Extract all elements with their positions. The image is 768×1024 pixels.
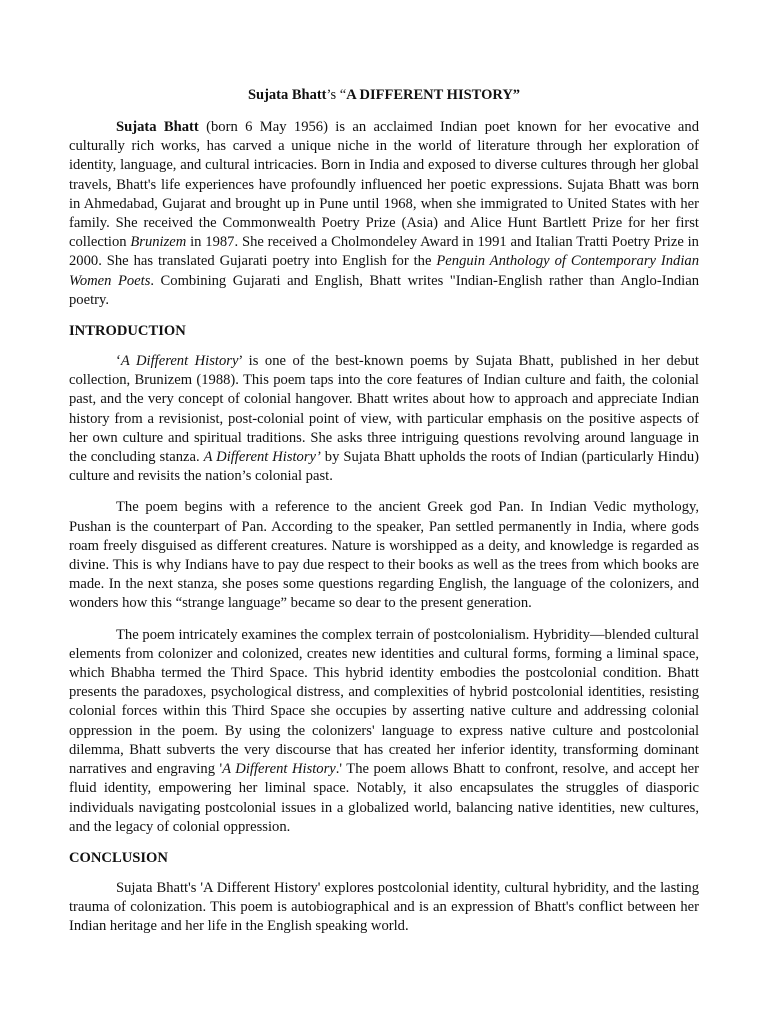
introduction-heading: INTRODUCTION <box>69 323 186 340</box>
title-work: A DIFFERENT HISTORY” <box>346 87 521 103</box>
introduction-paragraph-1 <box>69 352 699 486</box>
intro-author-name: Sujata Bhatt <box>116 119 199 135</box>
title-possessive: ’s “ <box>326 87 347 103</box>
intro-paragraph <box>69 118 699 310</box>
intro-text-2: in 1987. She received a Cholmondeley Award in 1991 and Italian Tratti Poetry Prize in 2000. She has translated Gujarati poetry into English for the <box>69 234 699 270</box>
intro-p3-text-1: The poem intricately examines the complex terrain of postcolonialism. Hybridity—blended cultural elements from colonizer and colonized, creates new identities and cultural forms, forming a liminal space, which Bhabha termed the Third Space. This hybrid identity embodies the postcolonial condition. Bhatt presents the paradoxes, psychological distress, and complexities of hybrid postcolonial identities, resisting colonial forces within this Third Space she occupies by asserting native culture and addressing colonial oppression in the poem. By using the colonizers' language to express native culture and postcolonial dilemma, Bhatt subverts the very discourse that has created her inferior identity, transforming dominant narratives and engraving ' <box>69 626 699 778</box>
intro-p1-text-1: ’ is one of the best-known poems by Sujata Bhatt, published in her debut collection, Brunizem (1988). This poem taps into the core features of Indian culture and faith, the colonial past, and the very concept of colonial hangover. Bhatt writes about how to approach and appreciate Indian history from a revisionist, post-colonial point of view, with particular emphasis on the positive aspects of her own culture and spiritual traditions. She asks three intriguing questions revolving around language in the concluding stanza. <box>69 353 699 466</box>
conclusion-paragraph: Sujata Bhatt's 'A Different History' explores postcolonial identity, cultural hybridity, and the lasting trauma of colonization. This poem is autobiographical and is an expression of Bhatt's conflict between her Indian heritage and her life in the English speaking world. <box>69 879 699 935</box>
conclusion-heading: CONCLUSION <box>69 849 168 866</box>
introduction-paragraph-3 <box>69 626 699 837</box>
intro-italic-anthology: Penguin Anthology of Contemporary Indian Women Poets <box>69 253 699 289</box>
intro-p1-italic-1: A Different History <box>120 353 239 370</box>
intro-p1-italic-2: A Different History’ <box>203 449 321 466</box>
intro-p1-open-quote: ‘ <box>116 353 121 370</box>
document-title <box>69 86 699 105</box>
intro-p1-text-2: by Sujata Bhatt upholds the roots of Indian (particularly Hindu) culture and revisits the nation’s colonial past. <box>69 449 699 485</box>
intro-p3-text-2: .' The poem allows Bhatt to confront, resolve, and accept her fluid identity, empowering her liminal space. Notably, it also encapsulates the struggles of diasporic individuals navigating postcolonial issues in a globalized world, balancing native identities, new cultures, and the legacy of colonial oppression. <box>69 761 699 835</box>
intro-text-3: . Combining Gujarati and English, Bhatt writes "Indian-English rather than Anglo-Indian poetry. <box>69 272 699 308</box>
intro-text-1: (born 6 May 1956) is an acclaimed Indian poet known for her evocative and culturally rich works, has carved a unique niche in the world of literature through her exploration of identity, language, and cultural intricacies. Born in India and exposed to diverse cultures through her global travels, Bhatt's life experiences have profoundly influenced her poetic expressions. Sujata Bhatt was born in Ahmedabad, Gujarat and brought up in Pune until 1968, when she immigrated to United States with her family. She received the Commonwealth Poetry Prize (Asia) and Alice Hunt Bartlett Prize for her first collection <box>69 119 700 251</box>
intro-italic-brunizem: Brunizem <box>130 234 187 251</box>
introduction-paragraph-2: The poem begins with a reference to the ancient Greek god Pan. In Indian Vedic mythology, Pushan is the counterpart of Pan. According to the speaker, Pan settled permanently in India, where gods roam freely disguised as different creatures. Nature is worshipped as a deity, and knowledge is regarded as divine. This is why Indians have to pay due respect to their books as well as the trees from which books are made. In the next stanza, she poses some questions regarding English, the language of the colonizers, and wonders how this “strange language” became so dear to the present generation. <box>69 499 699 612</box>
intro-p3-italic-1: A Different History <box>222 761 336 778</box>
title-author: Sujata Bhatt <box>247 87 327 103</box>
